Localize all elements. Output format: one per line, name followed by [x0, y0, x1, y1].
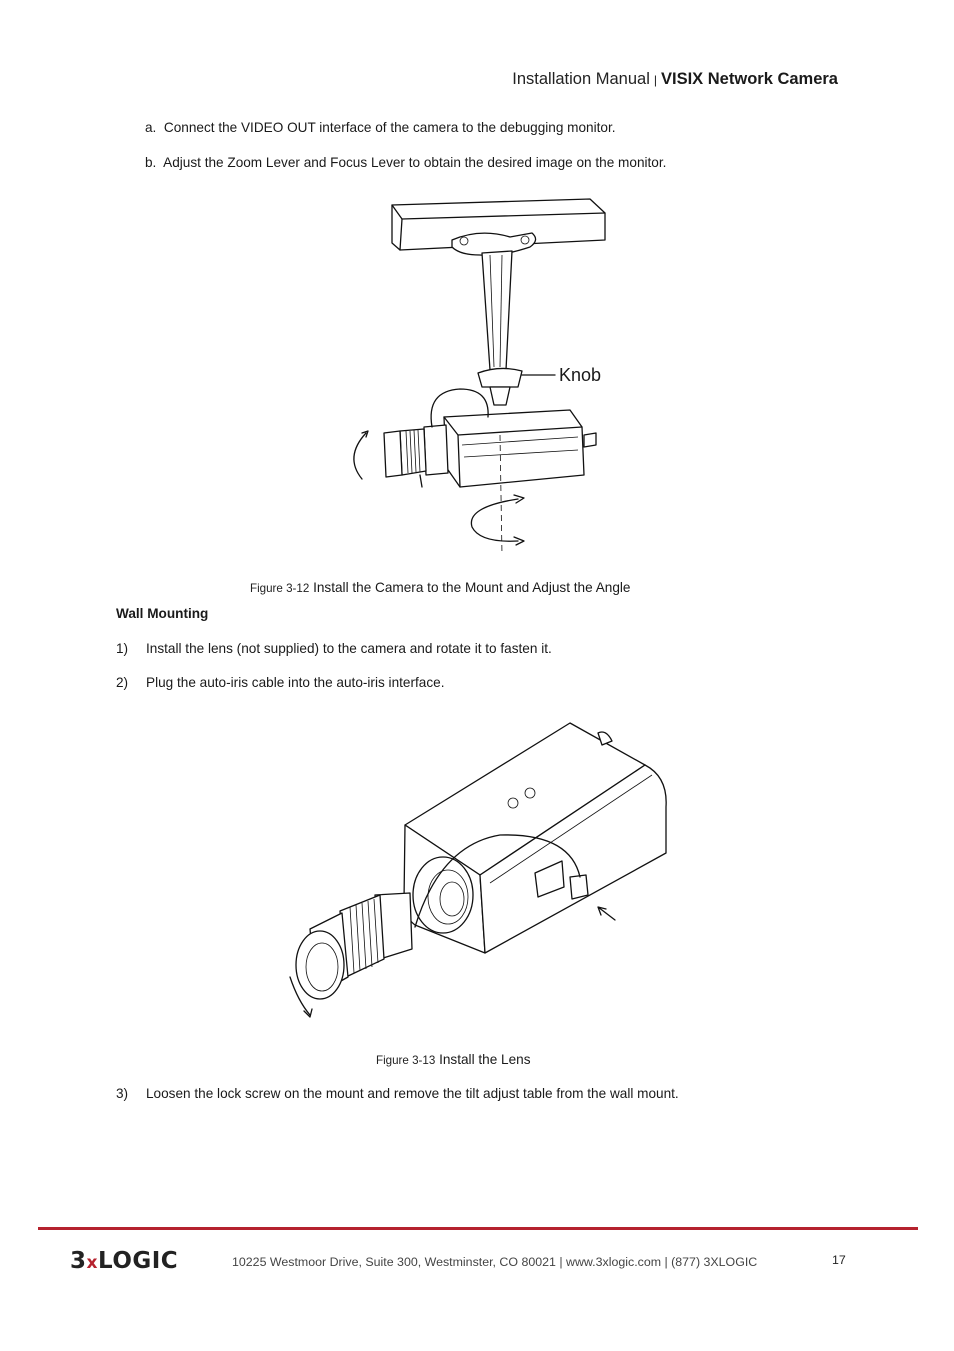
step-3-text: Loosen the lock screw on the mount and remove the tilt adjust table from the wall mount. [146, 1086, 679, 1101]
footer-address: 10225 Westmoor Drive, Suite 300, Westminster, CO 80021 | www.3xlogic.com | (877) 3XLOGIC [232, 1255, 758, 1269]
knob-callout-label: Knob [559, 365, 602, 385]
step-1-text: Install the lens (not supplied) to the camera and rotate it to fasten it. [146, 641, 552, 656]
step-b [145, 155, 666, 170]
figure-number: Figure 3-12 [250, 582, 310, 595]
logo-part-x: x [86, 1253, 98, 1273]
step-b-marker: b. [145, 155, 157, 170]
footer-rule [38, 1227, 918, 1230]
page-header [512, 70, 838, 89]
figure-caption-text: Install the Lens [439, 1052, 531, 1067]
figure-number: Figure 3-13 [376, 1054, 436, 1067]
figure-caption-3-12 [250, 580, 630, 595]
header-title-light: Installation Manual [512, 70, 650, 88]
page-number: 17 [832, 1253, 846, 1267]
figure-caption-3-13 [376, 1052, 531, 1067]
figure-caption-text: Install the Camera to the Mount and Adjust the Angle [313, 580, 631, 595]
step-b-text: Adjust the Zoom Lever and Focus Lever to obtain the desired image on the monitor. [163, 155, 667, 170]
header-title-bold: VISIX Network Camera [661, 70, 838, 88]
step-a-text: Connect the VIDEO OUT interface of the camera to the debugging monitor. [163, 120, 616, 135]
step-a [145, 120, 616, 135]
step-1-marker: 1) [116, 641, 129, 656]
step-2-marker: 2) [116, 675, 129, 690]
lens-install-illustration [280, 715, 680, 1025]
company-logo [70, 1248, 178, 1274]
step-2-text: Plug the auto-iris cable into the auto-iris interface. [146, 675, 445, 690]
step-1 [116, 641, 552, 656]
step-3-marker: 3) [116, 1086, 129, 1101]
logo-part-3: 3 [70, 1248, 87, 1274]
section-heading: Wall Mounting [116, 606, 209, 621]
header-separator: | [653, 73, 657, 87]
logo-part-logic: LOGIC [97, 1248, 179, 1274]
step-2 [116, 675, 444, 690]
step-3 [116, 1086, 679, 1101]
step-a-marker: a. [145, 120, 157, 135]
